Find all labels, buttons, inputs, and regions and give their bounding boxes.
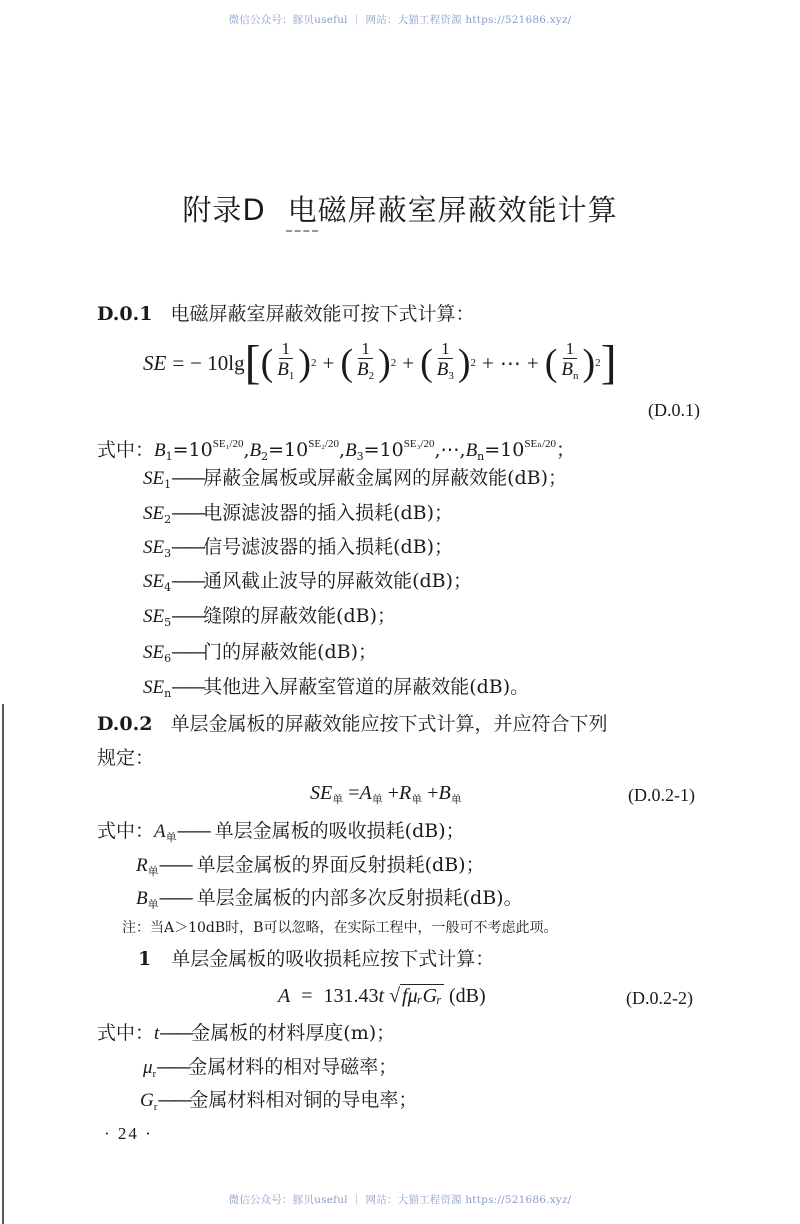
definition-a: 式中：$A_单——$ 单层金属板的吸收损耗(dB)； — [97, 820, 465, 844]
page-number: · 24 · — [104, 1124, 153, 1143]
clause-number: D.0.2 — [97, 713, 153, 735]
definition-se1: $SE_1——$屏蔽金属板或屏蔽金属网的屏蔽效能(dB)； — [143, 467, 568, 491]
definition-t: 式中：t——金属板的材料厚度(m)； — [97, 1022, 396, 1044]
definition-se3: $SE_3——$信号滤波器的插入损耗(dB)； — [143, 536, 454, 560]
definition-g-r: $G_r——$金属材料相对铜的导电率； — [140, 1089, 418, 1113]
formula-d02-1: $SE_单 =A_单 +R_单 +B_单$ — [310, 782, 462, 806]
clause-number: D.0.1 — [97, 303, 153, 325]
definition-b: $B_单——$ 单层金属板的内部多次反射损耗(dB)。 — [136, 887, 523, 911]
watermark-bottom: 微信公众号：豚贝useful ｜ 网站：大猫工程资源 https://521686.xyz/ — [228, 1194, 572, 1206]
definition-se6: $SE_6——$门的屏蔽效能(dB)； — [143, 641, 378, 665]
appendix-heading: 电磁屏蔽室屏蔽效能计算 — [287, 193, 618, 227]
clause-d02-continued: 规定： — [97, 747, 155, 769]
formula-d01: SE = − 10lg [ ( $\frac{1}{B_1}$ ) 2 + ( $\frac{1}{B_2}$ ) 2 + ( $\frac{1}{B_3}$ ) 2 + ⋯ + ( $\frac{1}{B_n}$ ) 2 ] — [143, 336, 617, 389]
appendix-label: 附录D — [182, 193, 266, 227]
clause-text: 电磁屏蔽室屏蔽效能可按下式计算： — [170, 303, 475, 325]
scan-mark — [286, 230, 318, 235]
definition-r: $R_单——$ 单层金属板的界面反射损耗(dB)； — [136, 854, 485, 878]
subclause-1: 1 单层金属板的吸收损耗应按下式计算： — [138, 948, 495, 970]
equation-number-d01: (D.0.1) — [648, 400, 700, 420]
definition-se4: $SE_4——$通风截止波导的屏蔽效能(dB)； — [143, 570, 473, 594]
equation-number-d02-2: (D.0.2-2) — [626, 988, 693, 1008]
clause-text: 单层金属板的屏蔽效能应按下式计算，并应符合下列 — [170, 713, 608, 735]
clause-d01 — [97, 302, 475, 326]
formula-d02-2: A = 131.43t √ fμᵣGᵣ (dB) — [278, 985, 486, 1007]
appendix-title — [0, 188, 800, 229]
definition-se2: $SE_2——$电源滤波器的插入损耗(dB)； — [143, 502, 454, 526]
scan-edge-line — [2, 704, 4, 1224]
note: 注：当A＞10dB时，B可以忽略，在实际工程中，一般可不考虑此项。 — [122, 920, 558, 936]
definition-mu-r: $\mu_r——$金属材料的相对导磁率； — [143, 1056, 398, 1080]
equation-number-d02-1: (D.0.2-1) — [628, 785, 695, 805]
watermark-top: 微信公众号：豚贝useful ｜ 网站：大猫工程资源 https://521686.xyz/ — [228, 14, 572, 26]
where-b-definitions: 式中：$B_1=10^{SE_1/20},B_2=10^{SE_2/20},B_3=10^{SE_3/20},\cdots,B_n=10^{SE_n/20}$； — [97, 438, 576, 463]
definition-se5: $SE_5——$缝隙的屏蔽效能(dB)； — [143, 605, 397, 629]
clause-d02 — [97, 712, 608, 736]
definition-sen: $SE_n——$其他进入屏蔽室管道的屏蔽效能(dB)。 — [143, 676, 530, 700]
